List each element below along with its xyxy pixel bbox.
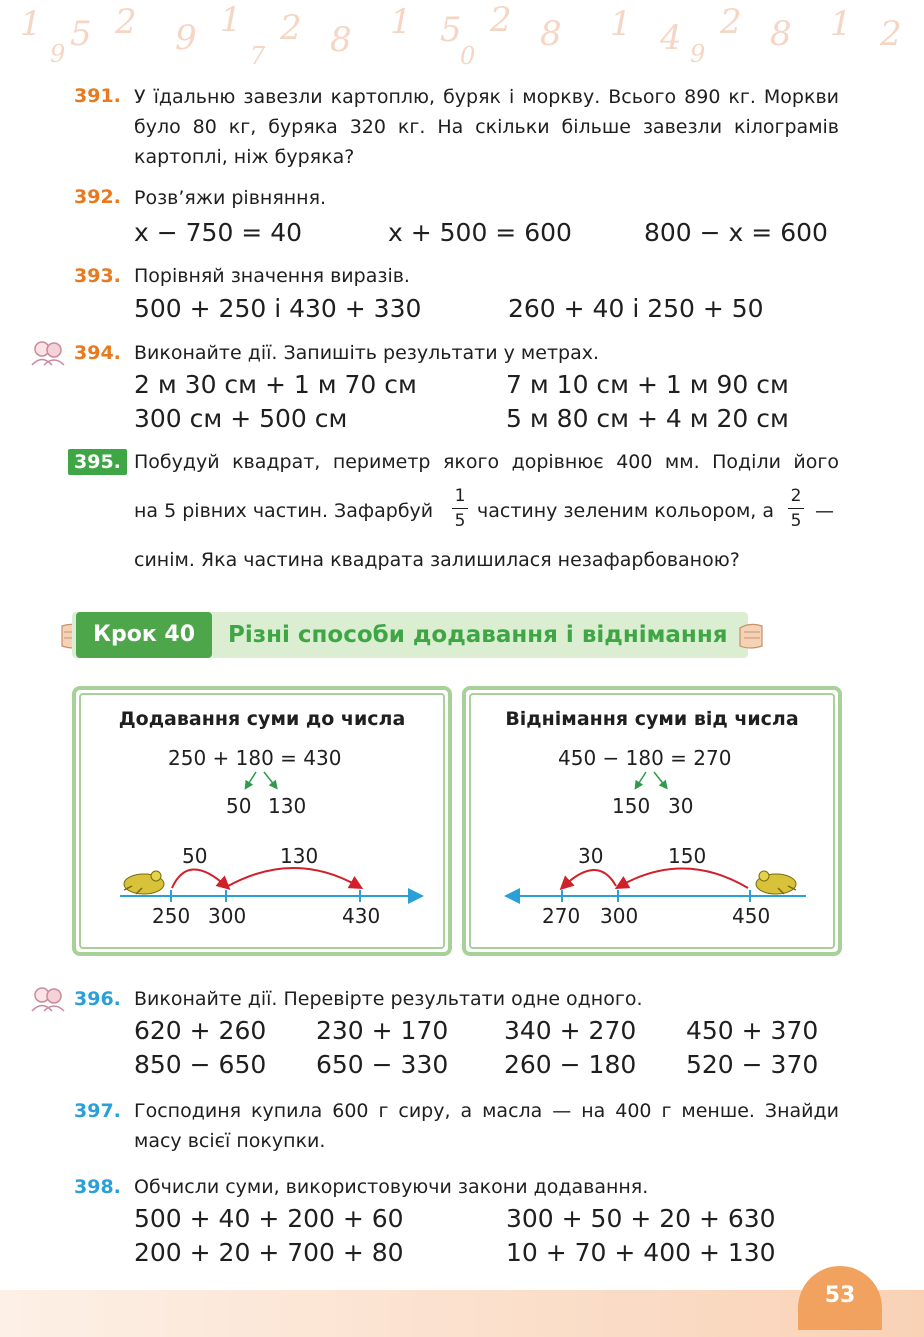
exercise-text: Обчисли суми, використовуючи закони додавання. [134, 1176, 649, 1198]
equation: x + 500 = 600 [388, 218, 572, 247]
exercise-number: 394. [74, 342, 121, 364]
jump-arrow [228, 868, 358, 886]
equation: x − 750 = 40 [134, 218, 303, 247]
exercise-text: Виконайте дії. Запишіть результати у метрах. [134, 342, 599, 364]
expression: 7 м 10 см + 1 м 90 см [506, 370, 789, 399]
fraction-denominator: 5 [790, 511, 802, 531]
jump-arrow [172, 869, 226, 888]
expression: 260 − 180 [504, 1050, 637, 1079]
subtraction-diagram [466, 690, 838, 952]
exercise-text: Господиня купила 600 г сиру, а масла — на 400 г менше. Знайди масу всієї покупки. [134, 1100, 839, 1152]
frog-icon [124, 871, 164, 894]
panel-title: Віднімання суми від числа [505, 708, 799, 730]
expression: 650 − 330 [316, 1050, 449, 1079]
split-arrow [264, 772, 275, 786]
panel-title: Додавання суми до числа [118, 708, 406, 730]
top-decoration: 1 5 2 9 1 2 8 1 5 2 8 1 4 2 8 1 2 9 7 0 9 [20, 0, 902, 70]
exercise-text: синім. Яка частина квадрата залишилася незафарбованою? [134, 549, 740, 571]
exercise-text: Розв’яжи рівняння. [134, 187, 327, 209]
panel-expression: 250 + 180 = 430 [168, 746, 342, 770]
expression: 2 м 30 см + 1 м 70 см [134, 370, 417, 399]
fraction-numerator: 1 [454, 486, 466, 506]
expression: 520 − 370 [686, 1050, 819, 1079]
tick-label: 250 [152, 904, 191, 928]
exercise-number: 392. [74, 186, 121, 208]
addition-panel [72, 686, 452, 956]
jump-label: 50 [182, 844, 208, 868]
expression: 10 + 70 + 400 + 130 [506, 1238, 776, 1267]
pair-work-icon [30, 340, 66, 366]
tick-label: 300 [600, 904, 639, 928]
panel-expression: 450 − 180 = 270 [558, 746, 732, 770]
jump-label: 130 [280, 844, 319, 868]
split-value: 30 [668, 794, 694, 818]
expression: 340 + 270 [504, 1016, 637, 1045]
expression: 450 + 370 [686, 1016, 819, 1045]
tick-label: 270 [542, 904, 581, 928]
split-value: 150 [612, 794, 651, 818]
expression: 200 + 20 + 700 + 80 [134, 1238, 404, 1267]
exercise-text: У їдальню завезли картоплю, буряк і моркву. Всього 890 кг. Моркви було 80 кг, буряка 320 кг. На скільки більше завезли кілограмів картоплі, ніж буряка? [134, 86, 839, 168]
addition-diagram [76, 690, 448, 952]
tick-label: 450 [732, 904, 771, 928]
exercise-text: на 5 рівних частин. Зафарбуй [134, 500, 434, 522]
step-title: Різні способи додавання і віднімання [228, 622, 728, 648]
exercise-number: 391. [74, 85, 121, 107]
expression: 260 + 40 і 250 + 50 [508, 294, 764, 323]
exercise-text: Виконайте дії. Перевірте результати одне одного. [134, 988, 643, 1010]
exercise-text: Побудуй квадрат, периметр якого дорівнює 400 мм. Поділи його [134, 451, 839, 473]
tick-label: 300 [208, 904, 247, 928]
bottom-band [0, 1290, 924, 1337]
expression: 620 + 260 [134, 1016, 267, 1045]
expression: 300 см + 500 см [134, 404, 348, 433]
expression: 500 + 250 і 430 + 330 [134, 294, 422, 323]
exercise-text: частину зеленим кольором, а [477, 500, 775, 522]
subtraction-panel [462, 686, 842, 956]
exercise-number: 395. [68, 449, 127, 475]
frog-icon [756, 871, 796, 894]
exercise-number: 393. [74, 265, 121, 287]
fraction-numerator: 2 [790, 486, 802, 506]
split-value: 130 [268, 794, 307, 818]
fraction-denominator: 5 [454, 511, 466, 531]
split-arrow [654, 772, 665, 786]
jump-arrow [620, 868, 748, 888]
jump-arrow [564, 870, 616, 886]
jump-label: 30 [578, 844, 604, 868]
equation: 800 − x = 600 [644, 218, 828, 247]
exercise-number: 396. [74, 988, 121, 1010]
exercise-number: 398. [74, 1176, 121, 1198]
split-arrow [637, 772, 646, 786]
expression: 300 + 50 + 20 + 630 [506, 1204, 776, 1233]
jump-label: 150 [668, 844, 707, 868]
expression: 230 + 170 [316, 1016, 449, 1045]
pointing-hand-icon [736, 618, 766, 654]
split-arrow [247, 772, 256, 786]
exercise-text: Порівняй значення виразів. [134, 265, 410, 287]
dash: — [815, 500, 834, 522]
exercise-number: 397. [74, 1100, 121, 1122]
expression: 5 м 80 см + 4 м 20 см [506, 404, 789, 433]
fraction [452, 486, 468, 531]
fraction [788, 486, 804, 531]
step-label: Крок 40 [76, 612, 212, 658]
pair-work-icon [30, 986, 66, 1012]
page-number: 53 [798, 1266, 882, 1330]
expression: 850 − 650 [134, 1050, 267, 1079]
tick-label: 430 [342, 904, 381, 928]
split-value: 50 [226, 794, 252, 818]
expression: 500 + 40 + 200 + 60 [134, 1204, 404, 1233]
